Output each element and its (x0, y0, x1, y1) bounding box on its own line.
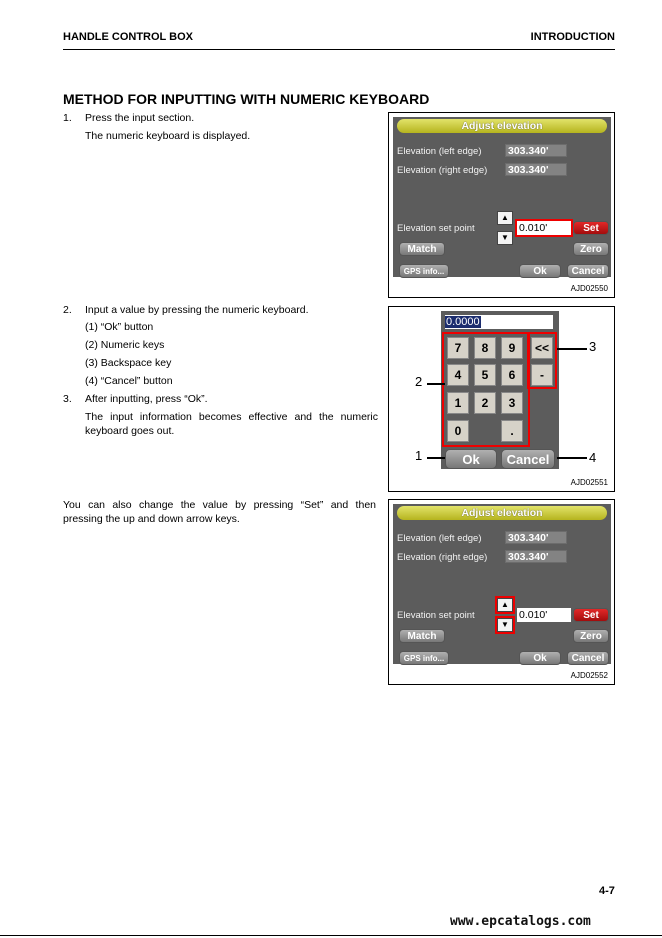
down-arrow-icon: ▼ (501, 233, 509, 242)
right-edge-label: Elevation (right edge) (397, 165, 488, 176)
key-2[interactable]: 2 (474, 392, 496, 414)
cancel-button[interactable]: Cancel (501, 449, 555, 469)
step-text: After inputting, press “Ok”. (85, 393, 208, 405)
zero-button[interactable]: Zero (573, 629, 609, 643)
match-button[interactable]: Match (399, 242, 445, 256)
cancel-button[interactable]: Cancel (567, 651, 609, 665)
callout-3-arrow (557, 348, 587, 350)
key-0[interactable]: 0 (447, 420, 469, 442)
key-4[interactable]: 4 (447, 364, 469, 386)
key-6[interactable]: 6 (501, 364, 523, 386)
figure-adjust-elevation-2 (388, 499, 615, 685)
figure-id: AJD02551 (570, 478, 608, 487)
sub-item-backspace: (3) Backspace key (85, 357, 172, 369)
left-edge-label: Elevation (left edge) (397, 533, 482, 544)
left-edge-value: 303.340' (505, 531, 567, 544)
header-left: HANDLE CONTROL BOX (63, 31, 193, 43)
key-8[interactable]: 8 (474, 337, 496, 359)
ok-button[interactable]: Ok (519, 264, 561, 278)
footer-rule (0, 935, 662, 936)
paragraph-line: pressing the up and down arrow keys. (63, 513, 240, 525)
callout-2: 2 (415, 374, 423, 389)
watermark: www.epcatalogs.com (450, 914, 591, 929)
set-point-label: Elevation set point (397, 610, 475, 621)
step-number: 1. (63, 112, 72, 124)
step-1 (63, 111, 383, 151)
step-3 (63, 392, 378, 440)
figure-numeric-keypad (388, 306, 615, 492)
keypad-display-value: 0.0000 (446, 316, 480, 328)
adjust-elevation-screen (393, 504, 611, 664)
key-3[interactable]: 3 (501, 392, 523, 414)
down-arrow-button[interactable] (497, 618, 513, 632)
numeric-keypad-screen (441, 311, 559, 469)
match-button[interactable]: Match (399, 629, 445, 643)
gps-info-button[interactable]: GPS info... (399, 651, 449, 665)
figure-id: AJD02552 (570, 671, 608, 680)
left-edge-label: Elevation (left edge) (397, 146, 482, 157)
right-edge-label: Elevation (right edge) (397, 552, 488, 563)
figure-adjust-elevation-1 (388, 112, 615, 298)
sub-item-cancel: (4) “Cancel” button (85, 375, 173, 387)
key-9[interactable]: 9 (501, 337, 523, 359)
sub-item-numeric-keys: (2) Numeric keys (85, 339, 165, 351)
callout-4-arrow (557, 457, 587, 459)
header-rule (63, 49, 615, 50)
step-number: 3. (63, 393, 72, 405)
down-arrow-button[interactable] (497, 231, 513, 245)
key-1[interactable]: 1 (447, 392, 469, 414)
page-number: 4-7 (599, 885, 615, 897)
screen-banner: Adjust elevation (397, 506, 607, 520)
key-5[interactable]: 5 (474, 364, 496, 386)
figure-id: AJD02550 (570, 284, 608, 293)
set-button[interactable]: Set (573, 221, 609, 235)
up-arrow-icon: ▲ (501, 213, 509, 222)
key-minus[interactable]: - (531, 364, 553, 386)
step-text: Press the input section. (85, 112, 195, 124)
set-arrow-paragraph (63, 498, 376, 526)
step-text: The numeric keyboard is displayed. (85, 130, 251, 142)
left-edge-value: 303.340' (505, 144, 567, 157)
step-text: The input information becomes effective and the numeric (85, 411, 378, 423)
set-point-input[interactable]: 0.010' (517, 608, 571, 622)
callout-2-arrow (427, 383, 445, 385)
numeric-keys-highlight (442, 332, 530, 447)
up-arrow-button[interactable] (497, 211, 513, 225)
set-point-label: Elevation set point (397, 223, 475, 234)
step-text: keyboard goes out. (85, 425, 175, 437)
ok-button[interactable]: Ok (445, 449, 497, 469)
callout-1: 1 (415, 448, 423, 463)
right-edge-value: 303.340' (505, 163, 567, 176)
zero-button[interactable]: Zero (573, 242, 609, 256)
key-7[interactable]: 7 (447, 337, 469, 359)
callout-4: 4 (589, 450, 597, 465)
right-edge-value: 303.340' (505, 550, 567, 563)
gps-info-button[interactable]: GPS info... (399, 264, 449, 278)
screen-banner: Adjust elevation (397, 119, 607, 133)
ok-button[interactable]: Ok (519, 651, 561, 665)
down-arrow-icon: ▼ (501, 620, 509, 629)
keypad-display[interactable] (445, 315, 553, 329)
key-decimal[interactable]: . (501, 420, 523, 442)
up-arrow-icon: ▲ (501, 600, 509, 609)
set-button[interactable]: Set (573, 608, 609, 622)
section-title: METHOD FOR INPUTTING WITH NUMERIC KEYBOARD (63, 91, 430, 107)
callout-3: 3 (589, 339, 597, 354)
set-point-input[interactable]: 0.010' (517, 221, 571, 235)
adjust-elevation-screen (393, 117, 611, 277)
step-text: Input a value by pressing the numeric keyboard. (85, 304, 309, 316)
callout-1-arrow (427, 457, 445, 459)
backspace-highlight (527, 332, 557, 389)
step-number: 2. (63, 304, 72, 316)
header-right: INTRODUCTION (530, 31, 615, 43)
step-2 (63, 303, 383, 319)
cancel-button[interactable]: Cancel (567, 264, 609, 278)
sub-item-ok: (1) “Ok” button (85, 321, 154, 333)
paragraph-line: You can also change the value by pressing “Set” and then (63, 499, 376, 511)
backspace-key[interactable]: << (531, 337, 553, 359)
up-arrow-button[interactable] (497, 598, 513, 612)
